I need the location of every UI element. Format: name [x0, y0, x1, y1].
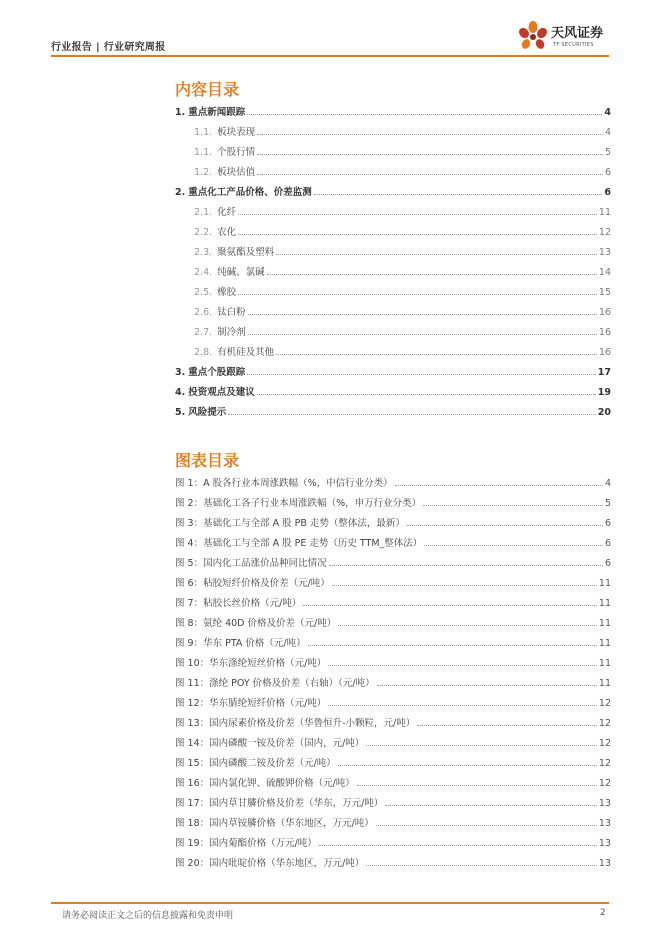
toc-entry-page: 15: [598, 287, 611, 298]
page-number: 2: [600, 908, 606, 918]
footer-disclaimer: 请务必阅读正文之后的信息披露和免责申明: [62, 911, 234, 921]
figure-entry-label: 图 16：国内氯化钾、硫酸钾价格（元/吨）: [175, 778, 355, 789]
figure-entry-label: 图 10：华东涤纶短丝价格（元/吨）: [175, 658, 327, 669]
figure-entry-page: 12: [598, 698, 611, 709]
dot-leader: [328, 664, 597, 666]
figure-entry-page: 11: [598, 618, 611, 629]
dot-leader: [407, 524, 603, 526]
figure-entry[interactable]: [175, 509, 611, 529]
toc-entry-label: 板块估值: [217, 167, 256, 178]
figure-entry-page: 11: [598, 678, 611, 689]
figure-entry-label: 图 5：国内化工品涨价品种同比情况: [175, 558, 327, 569]
toc-entry-page: 4: [604, 127, 611, 138]
figure-entry[interactable]: [175, 629, 611, 649]
figure-entry-page: 4: [604, 478, 611, 489]
toc-entry-number: 4.: [175, 387, 186, 398]
figure-entry-label: 图 7：粘胶长丝价格（元/吨）: [175, 598, 302, 609]
toc-list: [175, 98, 611, 418]
figure-entry[interactable]: [175, 809, 611, 829]
figure-entry-label: 图 8：氨纶 40D 价格及价差（元/吨）: [175, 618, 337, 629]
dot-leader: [377, 684, 597, 686]
brand-logo: [517, 20, 617, 54]
figure-index-list: [175, 469, 611, 869]
figure-entry-label: 图 3：基础化工与全部 A 股 PB 走势（整体法，最新）: [175, 518, 405, 529]
figure-entry-page: 11: [598, 658, 611, 669]
dot-leader: [267, 273, 597, 275]
figure-entry-label: 图 14：国内磷酸一铵及价差（国内，元/吨）: [175, 738, 365, 749]
toc-entry-label: 重点新闻跟踪: [188, 107, 246, 118]
dot-leader: [276, 353, 597, 355]
toc-entry[interactable]: [175, 218, 611, 238]
dot-leader: [423, 504, 603, 506]
figure-entry[interactable]: [175, 589, 611, 609]
toc-entry-number: 1.: [175, 107, 186, 118]
toc-entry-page: 13: [598, 247, 611, 258]
dot-leader: [257, 153, 603, 155]
toc-entry-label: 纯碱、氯碱: [217, 267, 265, 278]
figure-entry[interactable]: [175, 549, 611, 569]
figure-entry[interactable]: [175, 709, 611, 729]
toc-entry-label: 重点化工产品价格、价差监测: [188, 187, 312, 198]
figure-entry[interactable]: [175, 749, 611, 769]
figure-entry-label: 图 13：国内尿素价格及价差（华鲁恒升-小颗粒，元/吨）: [175, 718, 416, 729]
dot-leader: [366, 744, 597, 746]
figure-entry[interactable]: [175, 669, 611, 689]
dot-leader: [238, 213, 597, 215]
figure-entry-page: 5: [604, 498, 611, 509]
dot-leader: [385, 804, 597, 806]
toc-entry-label: 农化: [217, 227, 237, 238]
toc-entry[interactable]: [175, 118, 611, 138]
dot-leader: [338, 624, 597, 626]
figure-entry-page: 6: [604, 518, 611, 529]
header-divider: [51, 55, 609, 57]
toc-entry[interactable]: [175, 278, 611, 298]
toc-entry-page: 17: [597, 367, 611, 378]
toc-entry-page: 4: [604, 107, 611, 118]
figure-entry-label: 图 4：基础化工与全部 A 股 PE 走势（历史 TTM_整体法）: [175, 538, 423, 549]
figure-entry-page: 6: [604, 558, 611, 569]
figure-entry-page: 13: [598, 858, 611, 869]
dot-leader: [395, 484, 603, 486]
toc-entry-label: 聚氨酯及塑料: [217, 247, 275, 258]
report-category: 行业报告 | 行业研究周报: [51, 42, 166, 53]
toc-entry[interactable]: [175, 318, 611, 338]
figure-entry-page: 13: [598, 818, 611, 829]
figure-entry-label: 图 19：国内菊酯价格（万元/吨）: [175, 838, 317, 849]
toc-entry[interactable]: [175, 358, 611, 378]
figure-entry[interactable]: [175, 849, 611, 869]
toc-entry-page: 6: [604, 187, 611, 198]
dot-leader: [417, 724, 597, 726]
dot-leader: [357, 784, 597, 786]
toc-entry-number: 2.6.: [194, 307, 213, 318]
dot-leader: [228, 413, 596, 415]
figure-entry[interactable]: [175, 689, 611, 709]
toc-entry-page: 19: [597, 387, 611, 398]
dot-leader: [376, 824, 597, 826]
toc-entry-page: 16: [598, 327, 611, 338]
dot-leader: [332, 584, 597, 586]
dot-leader: [257, 173, 603, 175]
toc-entry[interactable]: [175, 238, 611, 258]
toc-entry-label: 化纤: [217, 207, 237, 218]
toc-entry-label: 板块表现: [217, 127, 256, 138]
toc-entry[interactable]: [175, 178, 611, 198]
toc-entry-number: 1.1.: [194, 127, 213, 138]
figure-index-title: 图表目录: [175, 451, 240, 470]
figure-entry[interactable]: [175, 469, 611, 489]
toc-entry-page: 6: [604, 167, 611, 178]
dot-leader: [314, 193, 603, 195]
toc-entry-label: 投资观点及建议: [188, 387, 255, 398]
toc-entry-number: 2.1.: [194, 207, 213, 218]
figure-entry-label: 图 11：涤纶 POY 价格及价差（右轴）（元/吨）: [175, 678, 375, 689]
toc-entry-label: 橡胶: [217, 287, 237, 298]
dot-leader: [247, 373, 596, 375]
dot-leader: [248, 333, 597, 335]
toc-entry-label: 制冷剂: [217, 327, 246, 338]
toc-entry-page: 16: [598, 347, 611, 358]
toc-entry-label: 风险提示: [188, 407, 227, 418]
brand-name-en: TF SECURITIES: [553, 42, 594, 48]
toc-entry-label: 个股行情: [217, 147, 256, 158]
dot-leader: [248, 313, 597, 315]
toc-entry[interactable]: [175, 98, 611, 118]
dot-leader: [338, 764, 597, 766]
dot-leader: [319, 844, 597, 846]
toc-entry-number: 2.7.: [194, 327, 213, 338]
toc-entry-number: 1.1.: [194, 147, 213, 158]
figure-entry-label: 图 20：国内吡啶价格（华东地区，万元/吨）: [175, 858, 365, 869]
flower-logo-icon: [517, 20, 549, 54]
dot-leader: [257, 393, 596, 395]
figure-entry-page: 11: [598, 578, 611, 589]
dot-leader: [238, 233, 597, 235]
figure-entry-page: 12: [598, 778, 611, 789]
dot-leader: [247, 113, 602, 115]
toc-entry-number: 2.2.: [194, 227, 213, 238]
figure-entry[interactable]: [175, 829, 611, 849]
toc-entry[interactable]: [175, 378, 611, 398]
dot-leader: [328, 704, 597, 706]
toc-entry[interactable]: [175, 258, 611, 278]
figure-entry-label: 图 17：国内草甘膦价格及价差（华东，万元/吨）: [175, 798, 384, 809]
figure-entry-label: 图 15：国内磷酸二铵及价差（元/吨）: [175, 758, 336, 769]
toc-entry-label: 钛白粉: [217, 307, 246, 318]
dot-leader: [424, 544, 603, 546]
figure-entry[interactable]: [175, 569, 611, 589]
toc-entry-number: 2.4.: [194, 267, 213, 278]
figure-entry-page: 13: [598, 838, 611, 849]
toc-title: 内容目录: [175, 80, 240, 99]
figure-entry-page: 12: [598, 718, 611, 729]
figure-entry-page: 11: [598, 638, 611, 649]
toc-entry-page: 12: [598, 227, 611, 238]
toc-entry[interactable]: [175, 138, 611, 158]
toc-entry[interactable]: [175, 198, 611, 218]
figure-entry[interactable]: [175, 609, 611, 629]
figure-entry-page: 6: [604, 538, 611, 549]
figure-entry-label: 图 1：A 股各行业本周涨跌幅（%，中信行业分类）: [175, 478, 393, 489]
figure-entry-label: 图 2：基础化工各子行业本周涨跌幅（%，申万行业分类）: [175, 498, 422, 509]
toc-entry-number: 2.8.: [194, 347, 213, 358]
dot-leader: [308, 644, 597, 646]
toc-entry-page: 16: [598, 307, 611, 318]
toc-entry-label: 有机硅及其他: [217, 347, 275, 358]
toc-entry-page: 14: [598, 267, 611, 278]
footer-divider: [51, 902, 609, 904]
figure-entry[interactable]: [175, 529, 611, 549]
figure-entry[interactable]: [175, 769, 611, 789]
toc-entry-number: 2.5.: [194, 287, 213, 298]
dot-leader: [257, 133, 603, 135]
dot-leader: [276, 253, 597, 255]
toc-entry[interactable]: [175, 338, 611, 358]
figure-entry-label: 图 9：华东 PTA 价格（元/吨）: [175, 638, 306, 649]
dot-leader: [238, 293, 597, 295]
figure-entry[interactable]: [175, 489, 611, 509]
dot-leader: [329, 564, 603, 566]
figure-entry-label: 图 12：华东腈纶短纤价格（元/吨）: [175, 698, 327, 709]
figure-entry-page: 12: [598, 758, 611, 769]
toc-entry-page: 5: [604, 147, 611, 158]
toc-entry-number: 1.2.: [194, 167, 213, 178]
figure-entry-page: 12: [598, 738, 611, 749]
toc-entry-label: 重点个股跟踪: [188, 367, 246, 378]
toc-entry-number: 2.: [175, 187, 186, 198]
brand-name-cn: 天风证券: [551, 26, 604, 41]
toc-entry-page: 11: [598, 207, 611, 218]
toc-entry-page: 20: [597, 407, 611, 418]
figure-entry-label: 图 18：国内草铵膦价格（华东地区，万元/吨）: [175, 818, 374, 829]
dot-leader: [366, 864, 597, 866]
toc-entry[interactable]: [175, 298, 611, 318]
figure-entry[interactable]: [175, 729, 611, 749]
toc-entry[interactable]: [175, 158, 611, 178]
dot-leader: [303, 604, 597, 606]
figure-entry-page: 13: [598, 798, 611, 809]
figure-entry-label: 图 6：粘胶短纤价格及价差（元/吨）: [175, 578, 330, 589]
toc-entry[interactable]: [175, 398, 611, 418]
figure-entry-page: 11: [598, 598, 611, 609]
toc-entry-number: 3.: [175, 367, 186, 378]
toc-entry-number: 2.3.: [194, 247, 213, 258]
toc-entry-number: 5.: [175, 407, 186, 418]
figure-entry[interactable]: [175, 789, 611, 809]
figure-entry[interactable]: [175, 649, 611, 669]
